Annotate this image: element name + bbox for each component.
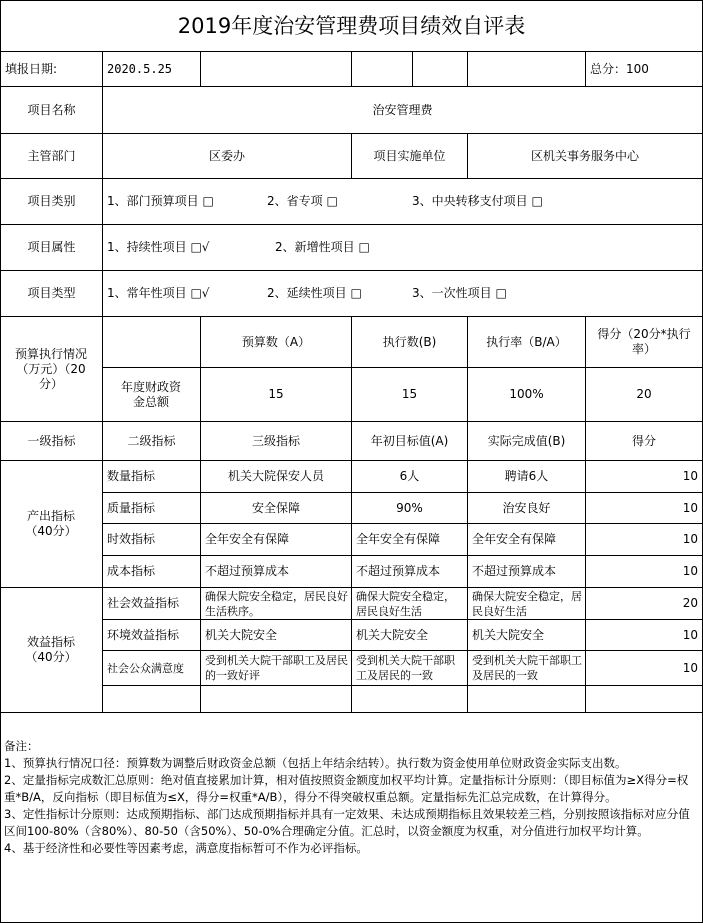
indicator-actual: 全年安全有保障: [472, 532, 557, 546]
project-name: 治安管理费: [372, 102, 433, 117]
type-option: 1、常年性项目 □√: [107, 286, 210, 300]
indicator-target: 确保大院安全稳定，居民良好生活: [356, 589, 455, 618]
indicator-score: 20: [682, 596, 698, 610]
indicator-l3: 确保大院安全稳定，居民良好生活秩序。: [205, 589, 348, 618]
indicator-l2: 社会公众满意度: [107, 661, 184, 675]
note-item: 1、预算执行情况口径：预算数为调整后财政资金总额（包括上年结余结转）。执行数为资金使用单位财政资金实际支出数。: [4, 756, 627, 770]
grid-line: [200, 51, 201, 86]
indicator-score: 10: [682, 469, 698, 483]
impl-value: 区机关事务服务中心: [530, 148, 639, 163]
indicator-l2-header: 二级指标: [127, 433, 176, 448]
fill-date-label: 填报日期:: [5, 61, 58, 76]
grid-line: [351, 51, 352, 86]
indicator-target: 90%: [396, 500, 423, 515]
indicator-score: 10: [682, 500, 698, 515]
type-option: 2、延续性项目 □: [267, 286, 362, 300]
note-item: 4、基于经济性和必要性等因素考虑，满意度指标暂可不作为必评指标。: [4, 841, 368, 855]
category-option: 3、中央转移支付项目 □: [412, 194, 543, 208]
attr-option: 2、新增性项目 □: [275, 240, 370, 254]
page-title: 2019年度治安管理费项目绩效自评表: [177, 14, 526, 38]
indicator-score-header: 得分: [631, 433, 656, 448]
indicator-l3: 安全保障: [251, 500, 300, 515]
indicator-target: 全年安全有保障: [356, 532, 441, 546]
indicator-l2: 社会效益指标: [107, 596, 180, 610]
notes: [4, 738, 698, 857]
indicator-actual: 受到机关大院干部职工及居民的一致: [472, 654, 582, 682]
rate-value: 100%: [509, 387, 544, 401]
indicator-target: 不超过预算成本: [356, 564, 441, 578]
indicator-score: 10: [682, 564, 698, 578]
notes-label: 备注：: [4, 739, 39, 753]
indicator-score: 10: [682, 660, 698, 675]
category-label: 项目类别: [27, 194, 76, 208]
effect-indicator-label: 效益指标（40分）: [25, 635, 77, 664]
indicator-l2: 环境效益指标: [107, 627, 180, 642]
indicator-l3: 机关大院安全: [205, 627, 278, 642]
budget-col-header: 预算数（A）: [241, 334, 311, 349]
total-score: 总分：100: [590, 61, 649, 76]
indicator-score: 10: [682, 532, 698, 546]
indicator-l3: 机关大院保安人员: [227, 469, 324, 483]
category-option: 1、部门预算项目 □: [107, 194, 214, 208]
grid-line: [0, 712, 703, 713]
indicator-l3: 不超过预算成本: [205, 564, 290, 578]
indicator-actual: 不超过预算成本: [472, 564, 557, 578]
indicator-l3: 受到机关大院干部职工及居民的一致好评: [205, 654, 348, 682]
note-item: 3、定性指标计分原则：达成预期指标、部门达成预期指标并具有一定效果、未达成预期指标且效果较差三档，分别按照该指标对应分值区间100-80%（含80%）、80-50（含50%）、50-0%合理确定分值。汇总时，以资金额度为权重，对分值进行加权平均计算。: [4, 807, 690, 838]
indicator-target: 机关大院安全: [356, 627, 429, 642]
indicator-l1-header: 一级指标: [27, 433, 76, 448]
score-col-header: 得分（20分*执行率）: [597, 327, 691, 356]
category-option: 2、省专项 □: [267, 194, 338, 208]
attr-label: 项目属性: [27, 240, 76, 254]
indicator-actual: 机关大院安全: [472, 627, 545, 642]
indicator-l2: 时效指标: [107, 532, 156, 546]
note-item: 2、定量指标完成数汇总原则：绝对值直接累加计算，相对值按照资金额度加权平均计算。定量指标计分原则：（即目标值为≥X得分=权重*B/A，反向指标（即目标值为≤X，得分=权重*A/B），得分不得突破权重总额。定量指标先汇总完成数，在计算得分。: [4, 773, 689, 804]
dept-value: 区委办: [208, 148, 245, 163]
type-option: 3、一次性项目 □: [412, 286, 507, 300]
exec-value: 15: [401, 387, 418, 401]
attr-option: 1、持续性项目 □√: [107, 240, 210, 254]
budget-value: 15: [268, 387, 284, 401]
rate-col-header: 执行率（B/A）: [486, 334, 567, 349]
indicator-score: 10: [682, 627, 698, 642]
project-name-label: 项目名称: [27, 102, 76, 117]
indicator-target: 受到机关大院干部职工及居民的一致: [356, 654, 455, 682]
score-value: 20: [636, 387, 652, 401]
indicator-l3-header: 三级指标: [251, 433, 300, 448]
grid-line: [412, 51, 413, 86]
budget-row-label: 年度财政资金总额: [120, 379, 181, 409]
indicator-target-header: 年初目标值(A): [370, 433, 449, 448]
impl-label: 项目实施单位: [373, 148, 446, 163]
indicator-l2: 质量指标: [107, 500, 156, 515]
type-label: 项目类型: [27, 286, 76, 300]
budget-section-label: 预算执行情况（万元）（20分）: [14, 346, 87, 391]
dept-label: 主管部门: [27, 148, 76, 163]
grid-line: [102, 685, 703, 686]
indicator-l3: 全年安全有保障: [205, 532, 290, 546]
grid-line: [467, 51, 468, 86]
exec-col-header: 执行数(B): [382, 334, 437, 349]
indicator-target: 6人: [399, 469, 420, 483]
indicator-l2: 数量指标: [107, 469, 156, 483]
indicator-actual: 治安良好: [502, 500, 551, 515]
indicator-actual-header: 实际完成值(B): [487, 433, 566, 448]
indicator-actual: 确保大院安全稳定，居民良好生活: [472, 589, 582, 618]
fill-date-value: 2020.5.25: [107, 61, 173, 76]
indicator-actual: 聘请6人: [504, 469, 549, 483]
indicator-l2: 成本指标: [107, 564, 156, 578]
output-indicator-label: 产出指标（40分）: [25, 509, 77, 538]
